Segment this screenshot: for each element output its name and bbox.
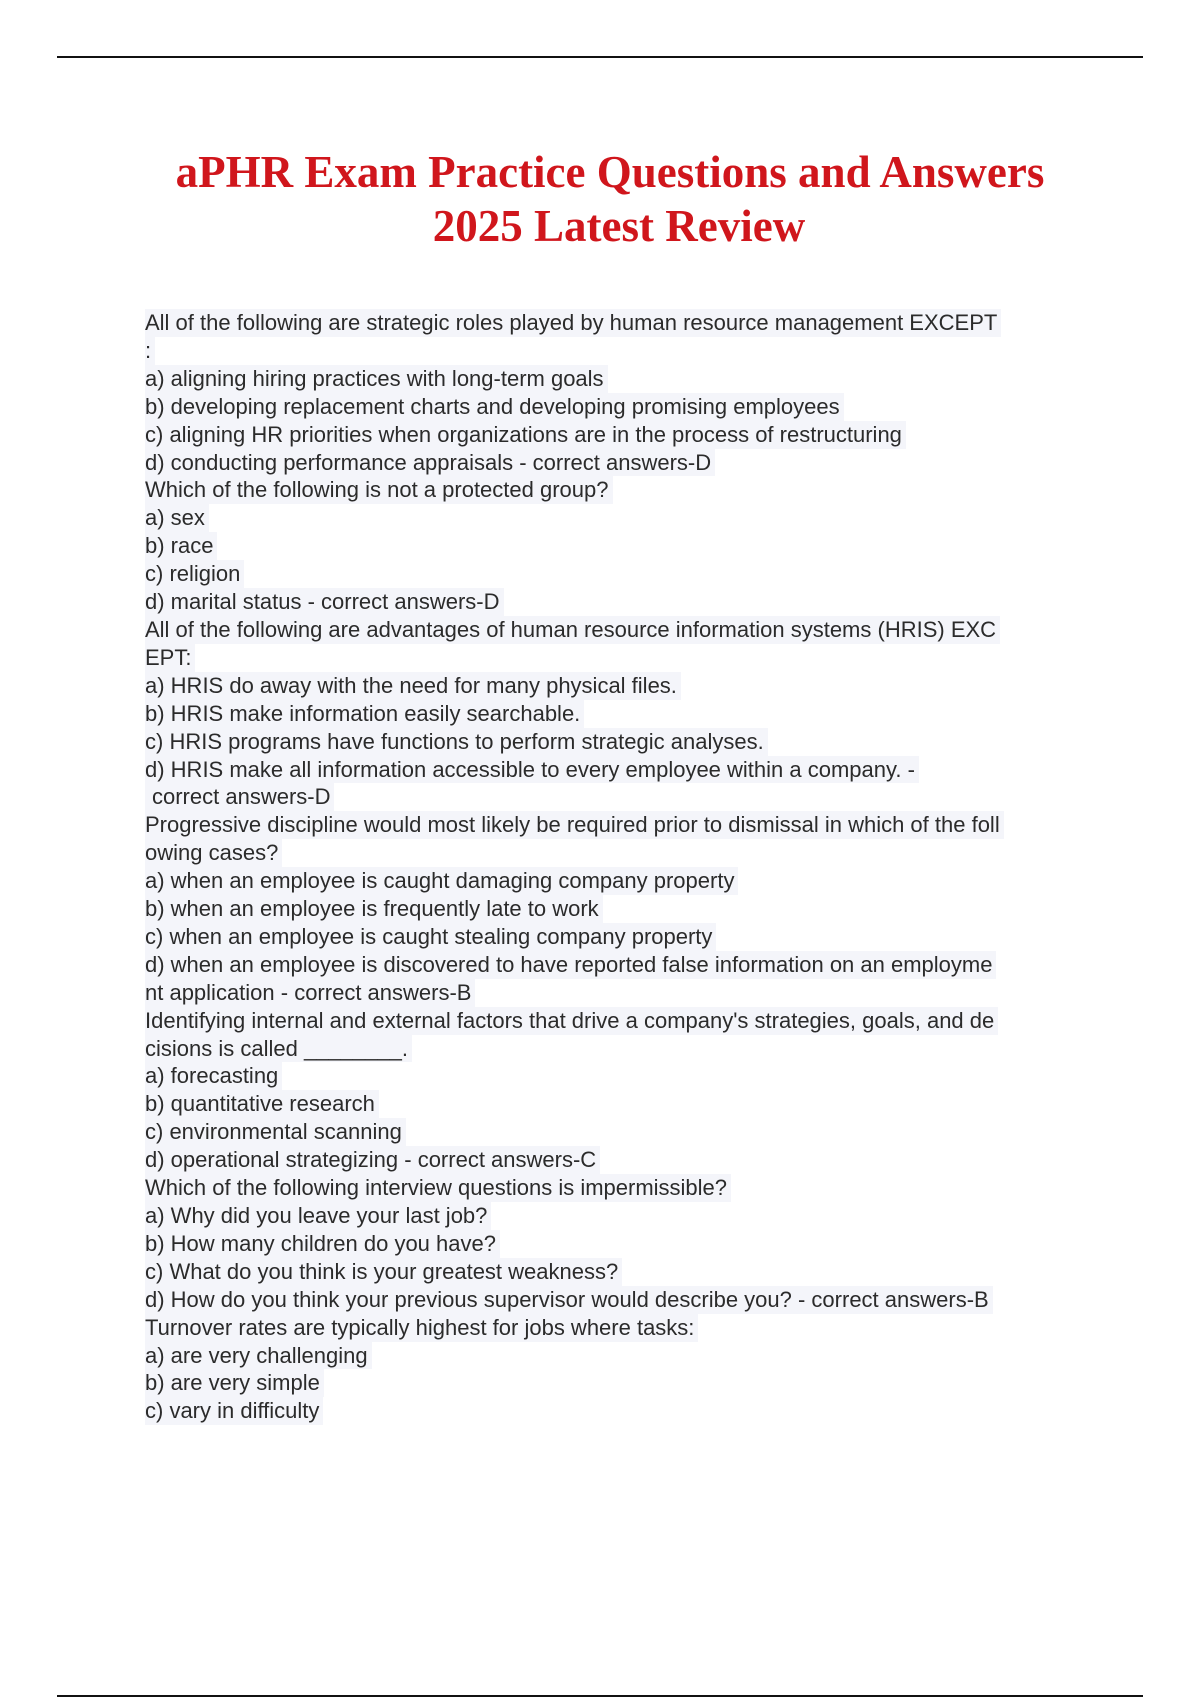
text-line: All of the following are advantages of human resource information systems (HRIS) EXC (145, 616, 1000, 644)
text-line: a) forecasting (145, 1062, 282, 1090)
text-line: : (145, 337, 155, 365)
text-line: b) HRIS make information easily searchable. (145, 700, 584, 728)
text-line: d) marital status - correct answers-D (145, 588, 504, 616)
text-line: correct answers-D (145, 783, 334, 811)
text-line: b) are very simple (145, 1369, 324, 1397)
text-line: nt application - correct answers-B (145, 979, 475, 1007)
text-line: c) when an employee is caught stealing company property (145, 923, 716, 951)
document-title (110, 145, 1110, 253)
text-line: Turnover rates are typically highest for jobs where tasks: (145, 1314, 698, 1342)
text-line: d) HRIS make all information accessible to every employee within a company. - (145, 756, 919, 784)
text-line: Identifying internal and external factors that drive a company's strategies, goals, and de (145, 1007, 998, 1035)
text-line: c) aligning HR priorities when organizations are in the process of restructuring (145, 421, 906, 449)
text-line: Which of the following is not a protected group? (145, 476, 613, 504)
top-rule (57, 56, 1143, 58)
text-line: EPT: (145, 644, 195, 672)
text-line: a) HRIS do away with the need for many physical files. (145, 672, 681, 700)
text-line: c) vary in difficulty (145, 1397, 323, 1425)
text-line: b) developing replacement charts and developing promising employees (145, 393, 844, 421)
title-line-1: aPHR Exam Practice Questions and Answers (175, 147, 1045, 197)
text-line: a) are very challenging (145, 1342, 372, 1370)
text-line: d) operational strategizing - correct answers-C (145, 1146, 600, 1174)
text-line: c) What do you think is your greatest weakness? (145, 1258, 622, 1286)
text-line: d) How do you think your previous supervisor would describe you? - correct answers-B (145, 1286, 993, 1314)
text-line: b) quantitative research (145, 1090, 379, 1118)
text-line: cisions is called ________. (145, 1035, 412, 1063)
text-line: a) Why did you leave your last job? (145, 1202, 491, 1230)
qa-body (145, 309, 1091, 1425)
text-line: b) race (145, 532, 217, 560)
text-line: owing cases? (145, 839, 282, 867)
text-line: a) aligning hiring practices with long-term goals (145, 365, 608, 393)
text-line: a) when an employee is caught damaging company property (145, 867, 738, 895)
text-line: Which of the following interview questions is impermissible? (145, 1174, 731, 1202)
text-line: c) environmental scanning (145, 1118, 406, 1146)
text-line: c) HRIS programs have functions to perform strategic analyses. (145, 728, 768, 756)
text-line: All of the following are strategic roles played by human resource management EXCEPT (145, 309, 1001, 337)
title-line-2: 2025 Latest Review (432, 201, 806, 251)
text-line: c) religion (145, 560, 244, 588)
bottom-rule (57, 1695, 1143, 1697)
text-line: Progressive discipline would most likely be required prior to dismissal in which of the foll (145, 811, 1004, 839)
text-line: a) sex (145, 504, 209, 532)
text-line: d) when an employee is discovered to have reported false information on an employme (145, 951, 996, 979)
text-line: b) when an employee is frequently late to work (145, 895, 603, 923)
text-line: d) conducting performance appraisals - correct answers-D (145, 449, 715, 477)
text-line: b) How many children do you have? (145, 1230, 500, 1258)
